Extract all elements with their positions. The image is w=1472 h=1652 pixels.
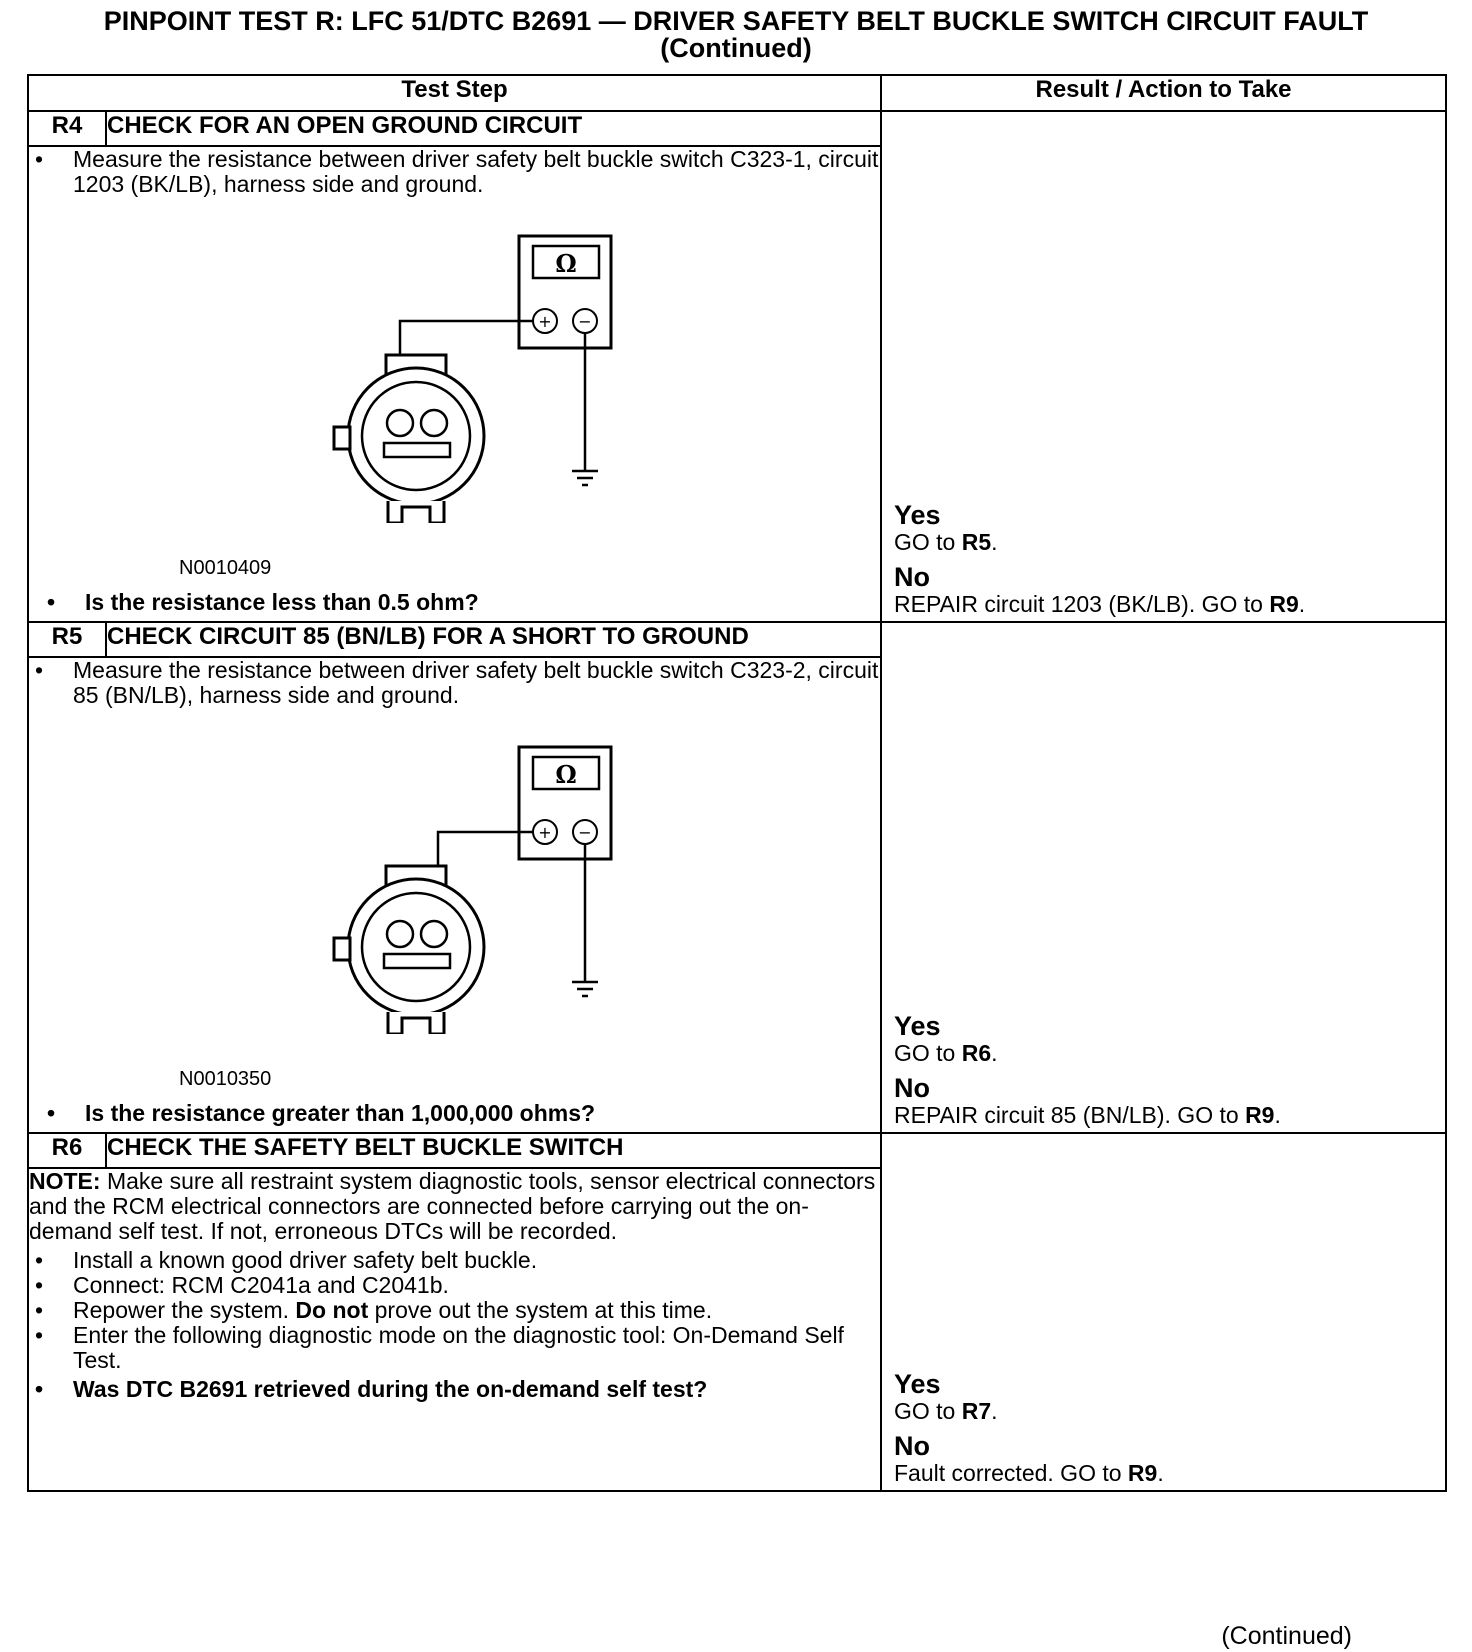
no-action-end: .	[1274, 1102, 1281, 1128]
ohmmeter-connector-diagram	[304, 203, 624, 523]
no-action	[894, 1103, 1437, 1128]
list-item	[35, 147, 880, 197]
result-r5	[881, 622, 1446, 1133]
step-title-r6: CHECK THE SAFETY BELT BUCKLE SWITCH	[106, 1133, 881, 1168]
list-item	[35, 1323, 880, 1373]
no-action-end: .	[1157, 1460, 1164, 1486]
no-action	[894, 1461, 1437, 1486]
ohm-symbol: Ω	[555, 760, 577, 789]
diagram-r4	[29, 203, 880, 573]
step-r4-title-row	[28, 111, 1446, 146]
yes-action-end: .	[991, 1040, 998, 1066]
bullet-dot: •	[35, 1376, 44, 1402]
yes-action-ref: R5	[961, 529, 992, 555]
continued-footer: (Continued)	[1221, 1622, 1352, 1650]
yes-label: Yes	[894, 500, 941, 530]
step-id-r5: R5	[28, 622, 106, 657]
header-result: Result / Action to Take	[881, 75, 1446, 111]
bullet-dot: •	[35, 1322, 44, 1348]
yes-action	[894, 1041, 1437, 1066]
yes-action-text: GO to	[894, 1398, 962, 1424]
yes-label: Yes	[894, 1369, 941, 1399]
page-title-line2: (Continued)	[660, 33, 812, 63]
list-item	[35, 658, 880, 708]
yes-action	[894, 1399, 1437, 1424]
step-title-r5: CHECK CIRCUIT 85 (BN/LB) FOR A SHORT TO GROUND	[106, 622, 881, 657]
yes-action-text: GO to	[894, 1040, 962, 1066]
question-r5	[41, 1101, 595, 1126]
step-r5-content	[28, 657, 881, 1133]
pinpoint-test-table	[27, 74, 1447, 1492]
result-r4-block	[894, 501, 1437, 617]
list-item	[47, 590, 479, 615]
no-action-text: REPAIR circuit 1203 (BK/LB). GO to	[894, 591, 1270, 617]
bullet-text: Measure the resistance between driver safety belt buckle switch C323-1, circuit 1203 (BK/LB), harness side and ground.	[73, 146, 879, 197]
figure-id: N0010350	[179, 1068, 272, 1090]
step-id-r4: R4	[28, 111, 106, 146]
step-title-r4: CHECK FOR AN OPEN GROUND CIRCUIT	[106, 111, 881, 146]
page-title	[0, 8, 1472, 62]
bullet-text: Measure the resistance between driver safety belt buckle switch C323-2, circuit 85 (BN/LB), harness side and ground.	[73, 657, 879, 708]
bullet-dot: •	[35, 657, 44, 683]
step-r6-title-row	[28, 1133, 1446, 1168]
plus-sign: +	[538, 312, 552, 331]
no-action-ref: R9	[1245, 1102, 1275, 1128]
bullet-text	[73, 1298, 712, 1323]
step-r4-content	[28, 146, 881, 622]
step-r6-content	[28, 1168, 881, 1491]
yes-action-end: .	[991, 1398, 998, 1424]
question-r4	[41, 590, 479, 615]
table-header-row	[28, 75, 1446, 111]
note-text: Make sure all restraint system diagnostic tools, sensor electrical connectors and the RCM electrical connectors are connected before carrying out the on-demand self test. If not, erroneous DTCs will be recorded.	[29, 1168, 876, 1244]
no-action-ref: R9	[1269, 591, 1299, 617]
step-id-r6: R6	[28, 1133, 106, 1168]
yes-action-ref: R7	[961, 1398, 992, 1424]
result-r5-block	[894, 1012, 1437, 1128]
minus-sign: −	[578, 312, 592, 331]
bullet-text-bold: Do not	[295, 1297, 369, 1323]
no-label: No	[894, 1073, 930, 1103]
question-text: Was DTC B2691 retrieved during the on-demand self test?	[73, 1376, 708, 1402]
bullet-dot: •	[35, 146, 44, 172]
list-item	[35, 1248, 880, 1273]
bullet-dot: •	[47, 589, 56, 615]
bullet-text: Connect: RCM C2041a and C2041b.	[73, 1272, 449, 1298]
result-r6-block	[894, 1370, 1437, 1486]
plus-sign: +	[538, 823, 552, 842]
no-action-text: REPAIR circuit 85 (BN/LB). GO to	[894, 1102, 1246, 1128]
pin-1	[387, 410, 413, 436]
ohmmeter-connector-diagram	[304, 714, 624, 1034]
question-text: Is the resistance less than 0.5 ohm?	[85, 589, 479, 615]
bullet-text: Enter the following diagnostic mode on the diagnostic tool: On-Demand Self Test.	[73, 1322, 844, 1373]
minus-sign: −	[578, 823, 592, 842]
step-r5-title-row	[28, 622, 1446, 657]
bullet-dot: •	[35, 1247, 44, 1273]
page-title-line1: PINPOINT TEST R: LFC 51/DTC B2691 — DRIVER SAFETY BELT BUCKLE SWITCH CIRCUIT FAULT	[103, 6, 1369, 36]
no-label: No	[894, 1431, 930, 1461]
yes-action-text: GO to	[894, 529, 962, 555]
no-label: No	[894, 562, 930, 592]
ohm-symbol: Ω	[555, 249, 577, 278]
no-action-ref: R9	[1127, 1460, 1158, 1486]
pin-2	[421, 410, 447, 436]
header-test-step: Test Step	[28, 75, 881, 111]
no-action	[894, 592, 1437, 617]
bullet-dot: •	[35, 1272, 44, 1298]
list-item	[35, 1377, 880, 1402]
bullet-text: Install a known good driver safety belt buckle.	[73, 1247, 538, 1273]
result-r6	[881, 1133, 1446, 1491]
bullet-dot: •	[35, 1297, 44, 1323]
list-item	[35, 1298, 880, 1323]
bullet-dot: •	[47, 1100, 56, 1126]
yes-label: Yes	[894, 1011, 941, 1041]
bullet-text-end: prove out the system at this time.	[368, 1297, 713, 1323]
yes-action	[894, 530, 1437, 555]
figure-id: N0010409	[179, 557, 272, 579]
no-action-text: Fault corrected. GO to	[894, 1460, 1128, 1486]
note-label: NOTE:	[29, 1168, 101, 1194]
bullet-text-start: Repower the system.	[73, 1297, 296, 1323]
pin-1	[387, 921, 413, 947]
yes-action-end: .	[991, 529, 998, 555]
yes-action-ref: R6	[961, 1040, 992, 1066]
result-r4	[881, 111, 1446, 622]
question-text: Is the resistance greater than 1,000,000 ohms?	[85, 1100, 596, 1126]
no-action-end: .	[1298, 591, 1306, 617]
diagram-r5	[29, 714, 880, 1084]
list-item	[47, 1101, 595, 1126]
note	[29, 1169, 880, 1244]
list-item	[35, 1273, 880, 1298]
pin-2	[421, 921, 447, 947]
